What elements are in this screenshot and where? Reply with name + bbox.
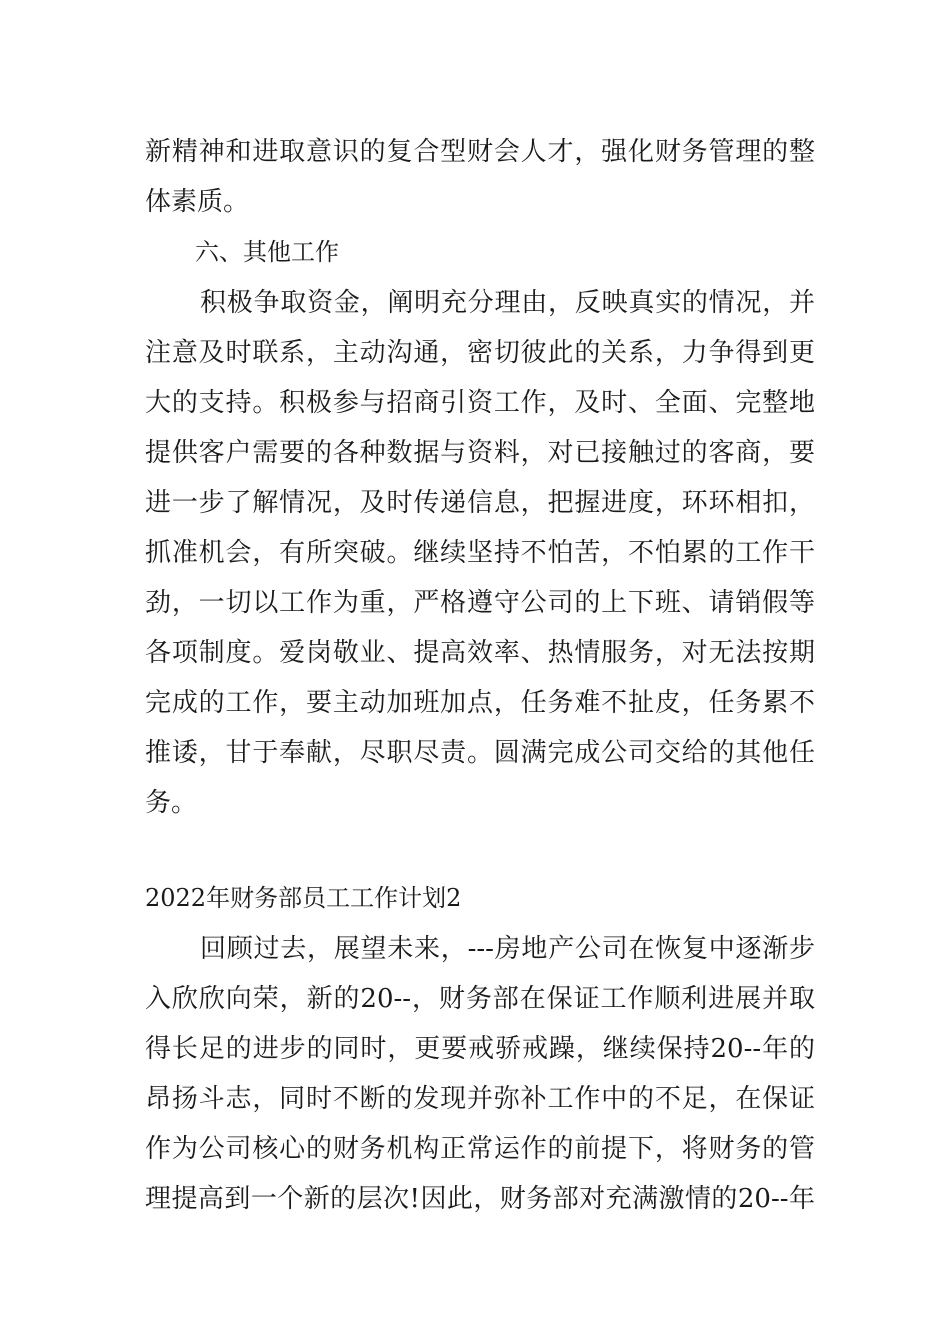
paragraph-line: 昂扬斗志，同时不断的发现并弥补工作中的不足，在保证	[145, 1084, 815, 1114]
section-heading: 六、其他工作	[195, 238, 339, 266]
document-title: 2022年财务部员工工作计划2	[145, 884, 462, 912]
paragraph-line: 理提高到一个新的层次!因此，财务部对充满激情的20--年	[145, 1184, 815, 1214]
paragraph-line: 抓准机会，有所突破。继续坚持不怕苦，不怕累的工作干	[145, 538, 815, 568]
paragraph-line: 新精神和进取意识的复合型财会人才，强化财务管理的整	[145, 137, 815, 167]
paragraph-line: 进一步了解情况，及时传递信息，把握进度，环环相扣，	[145, 488, 815, 518]
paragraph-line: 提供客户需要的各种数据与资料，对已接触过的客商，要	[145, 438, 815, 468]
paragraph-line: 积极争取资金，阐明充分理由，反映真实的情况，并	[200, 288, 815, 318]
paragraph-line: 务。	[145, 788, 198, 818]
paragraph-line: 得长足的进步的同时，更要戒骄戒躁，继续保持20--年的	[145, 1034, 815, 1064]
paragraph-line: 大的支持。积极参与招商引资工作，及时、全面、完整地	[145, 388, 815, 418]
paragraph-line: 注意及时联系，主动沟通，密切彼此的关系，力争得到更	[145, 338, 815, 368]
paragraph-line: 各项制度。爱岗敬业、提高效率、热情服务，对无法按期	[145, 638, 815, 668]
paragraph-line: 完成的工作，要主动加班加点，任务难不扯皮，任务累不	[145, 688, 815, 718]
paragraph-line: 入欣欣向荣，新的20--，财务部在保证工作顺利进展并取	[145, 984, 815, 1014]
paragraph-line: 回顾过去，展望未来，---房地产公司在恢复中逐渐步	[200, 934, 815, 964]
paragraph-line: 劲，一切以工作为重，严格遵守公司的上下班、请销假等	[145, 588, 815, 618]
paragraph-line: 推诿，甘于奉献，尽职尽责。圆满完成公司交给的其他任	[145, 738, 815, 768]
paragraph-line: 作为公司核心的财务机构正常运作的前提下，将财务的管	[145, 1134, 815, 1164]
paragraph-line: 体素质。	[145, 187, 250, 217]
